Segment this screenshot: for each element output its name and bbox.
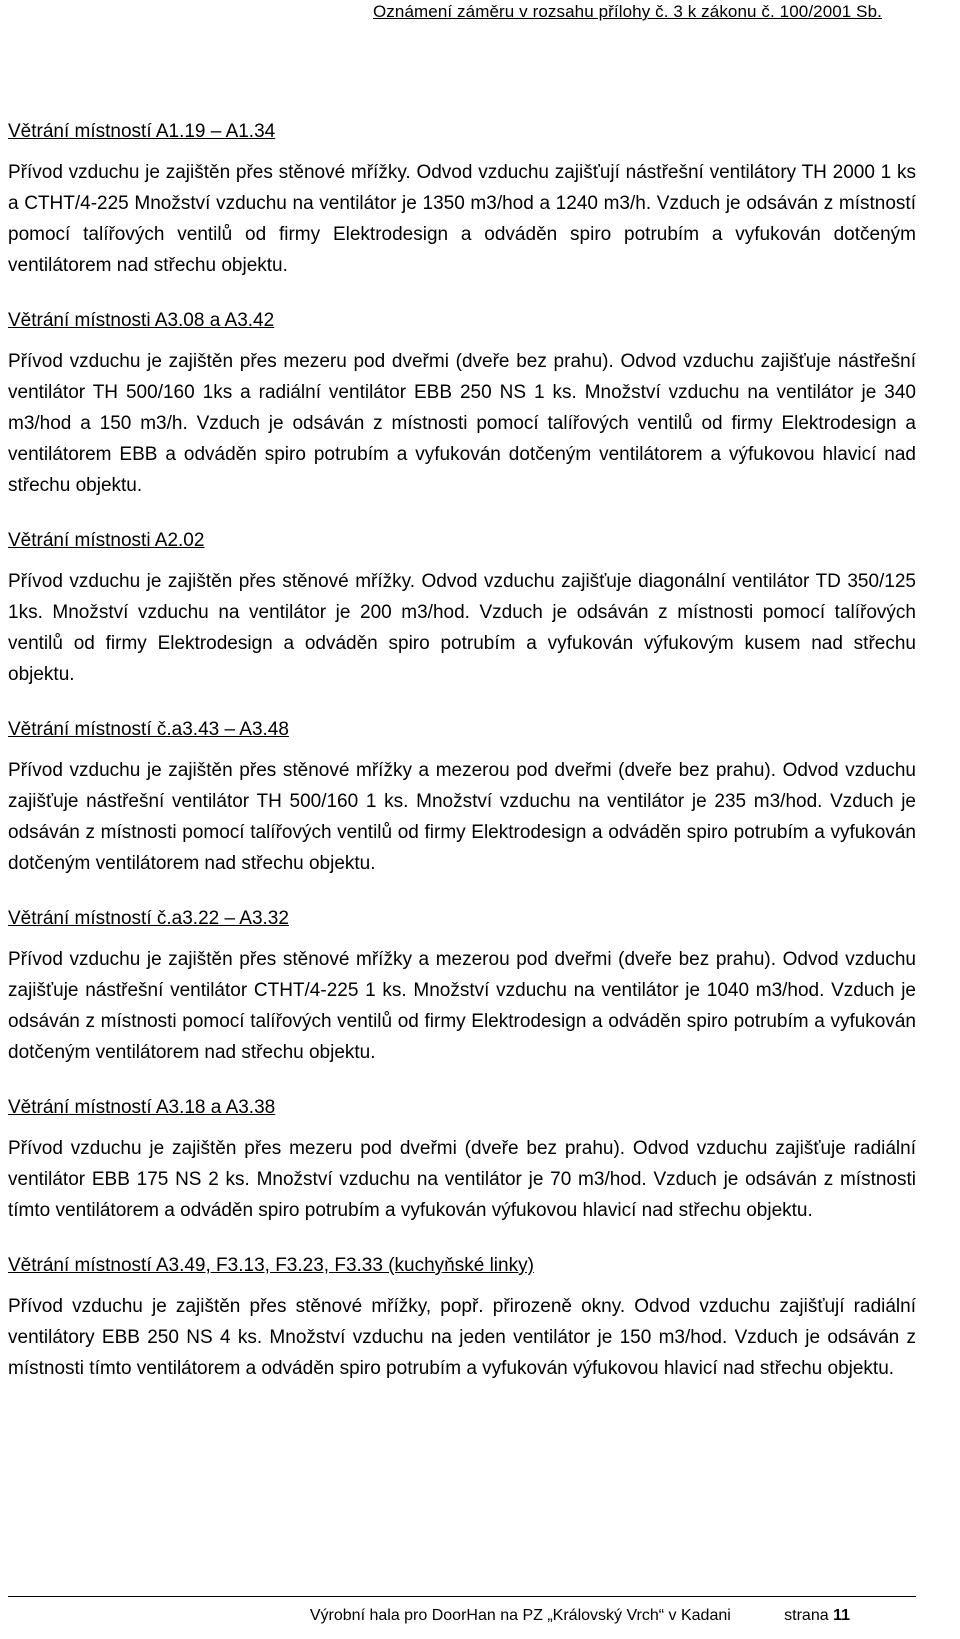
section-paragraph: Přívod vzduchu je zajištěn přes stěnové mřížky. Odvod vzduchu zajišťují nástřešní ventilátory TH 2000 1 ks a CTHT/4-225 Množství vzduchu na ventilátor je 1350 m3/hod a 1240 m3/h. Vzduch je odsáván z místností pomocí talířových ventilů od firmy Elektrodesign a odváděn spiro potrubím a vyfukován dotčeným ventilátorem nad střechu objektu. — [8, 162, 916, 276]
page-header: Oznámení záměru v rozsahu přílohy č. 3 k zákonu č. 100/2001 Sb. — [372, 2, 882, 21]
section-heading: Větrání místností A3.18 a A3.38 — [8, 1097, 276, 1118]
section-paragraph: Přívod vzduchu je zajištěn přes stěnové mřížky, popř. přirozeně okny. Odvod vzduchu zajišťují radiální ventilátory EBB 250 NS 4 ks. Množství vzduchu na jeden ventilátor je 150 m3/hod. Vzduch je odsáván z místnosti tímto ventilátorem a odváděn spiro potrubím a vyfukován výfukovou hlavicí nad střechu objektu. — [8, 1296, 916, 1379]
page-label: strana — [784, 1607, 829, 1624]
section-a3-22-a3-32 — [8, 903, 916, 1068]
footer-text: Výrobní hala pro DoorHan na PZ „Královský Vrch“ v Kadani — [309, 1607, 731, 1624]
document-body — [8, 116, 916, 1408]
page-number: 11 — [833, 1607, 850, 1624]
section-a1-19-a1-34 — [8, 116, 916, 281]
page-footer — [0, 1607, 850, 1625]
section-a2-02 — [8, 525, 916, 690]
section-heading: Větrání místnosti A2.02 — [8, 530, 205, 551]
section-heading: Větrání místnosti A3.08 a A3.42 — [8, 310, 275, 331]
section-paragraph: Přívod vzduchu je zajištěn přes stěnové mřížky a mezerou pod dveřmi (dveře bez prahu). Odvod vzduchu zajišťuje nástřešní ventilátor TH 500/160 1 ks. Množství vzduchu na ventilátor je 235 m3/hod. Vzduch je odsáván z místnosti pomocí talířových ventilů od firmy Elektrodesign a odváděn spiro potrubím a vyfukován dotčeným ventilátorem nad střechu objektu. — [8, 760, 916, 874]
footer-divider — [8, 1596, 916, 1597]
section-a3-08-a3-42 — [8, 305, 916, 501]
section-paragraph: Přívod vzduchu je zajištěn přes mezeru pod dveřmi (dveře bez prahu). Odvod vzduchu zajišťuje radiální ventilátor EBB 175 NS 2 ks. Množství vzduchu na ventilátor je 70 m3/hod. Vzduch je odsáván z místnosti tímto ventilátorem a odváděn spiro potrubím a vyfukován výfukovou hlavicí nad střechu objektu. — [8, 1138, 916, 1221]
section-heading: Větrání místností A1.19 – A1.34 — [8, 121, 276, 142]
section-paragraph: Přívod vzduchu je zajištěn přes stěnové mřížky a mezerou pod dveřmi (dveře bez prahu). Odvod vzduchu zajišťuje nástřešní ventilátor CTHT/4-225 1 ks. Množství vzduchu na ventilátor je 1040 m3/hod. Vzduch je odsáván z místnosti pomocí talířových ventilů od firmy Elektrodesign a odváděn spiro potrubím a vyfukován dotčeným ventilátorem nad střechu objektu. — [8, 949, 916, 1063]
section-paragraph: Přívod vzduchu je zajištěn přes mezeru pod dveřmi (dveře bez prahu). Odvod vzduchu zajišťuje nástřešní ventilátor TH 500/160 1ks a radiální ventilátor EBB 250 NS 1 ks. Množství vzduchu na ventilátor je 340 m3/hod a 150 m3/h. Vzduch je odsáván z místnosti pomocí talířových ventilů od firmy Elektrodesign a ventilátorem EBB a odváděn spiro potrubím a vyfukován dotčeným ventilátorem a výfukovou hlavicí nad střechu objektu. — [8, 351, 916, 496]
section-kitchen-lines — [8, 1250, 916, 1384]
section-heading: Větrání místností č.a3.43 – A3.48 — [8, 719, 289, 740]
section-a3-43-a3-48 — [8, 714, 916, 879]
section-heading: Větrání místností A3.49, F3.13, F3.23, F3.33 (kuchyňské linky) — [8, 1255, 534, 1276]
section-paragraph: Přívod vzduchu je zajištěn přes stěnové mřížky. Odvod vzduchu zajišťuje diagonální ventilátor TD 350/125 1ks. Množství vzduchu na ventilátor je 200 m3/hod. Vzduch je odsáván z místnosti pomocí talířových ventilů od firmy Elektrodesign a odváděn spiro potrubím a vyfukován výfukovým kusem nad střechu objektu. — [8, 571, 916, 685]
section-a3-18-a3-38 — [8, 1092, 916, 1226]
section-heading: Větrání místností č.a3.22 – A3.32 — [8, 908, 289, 929]
